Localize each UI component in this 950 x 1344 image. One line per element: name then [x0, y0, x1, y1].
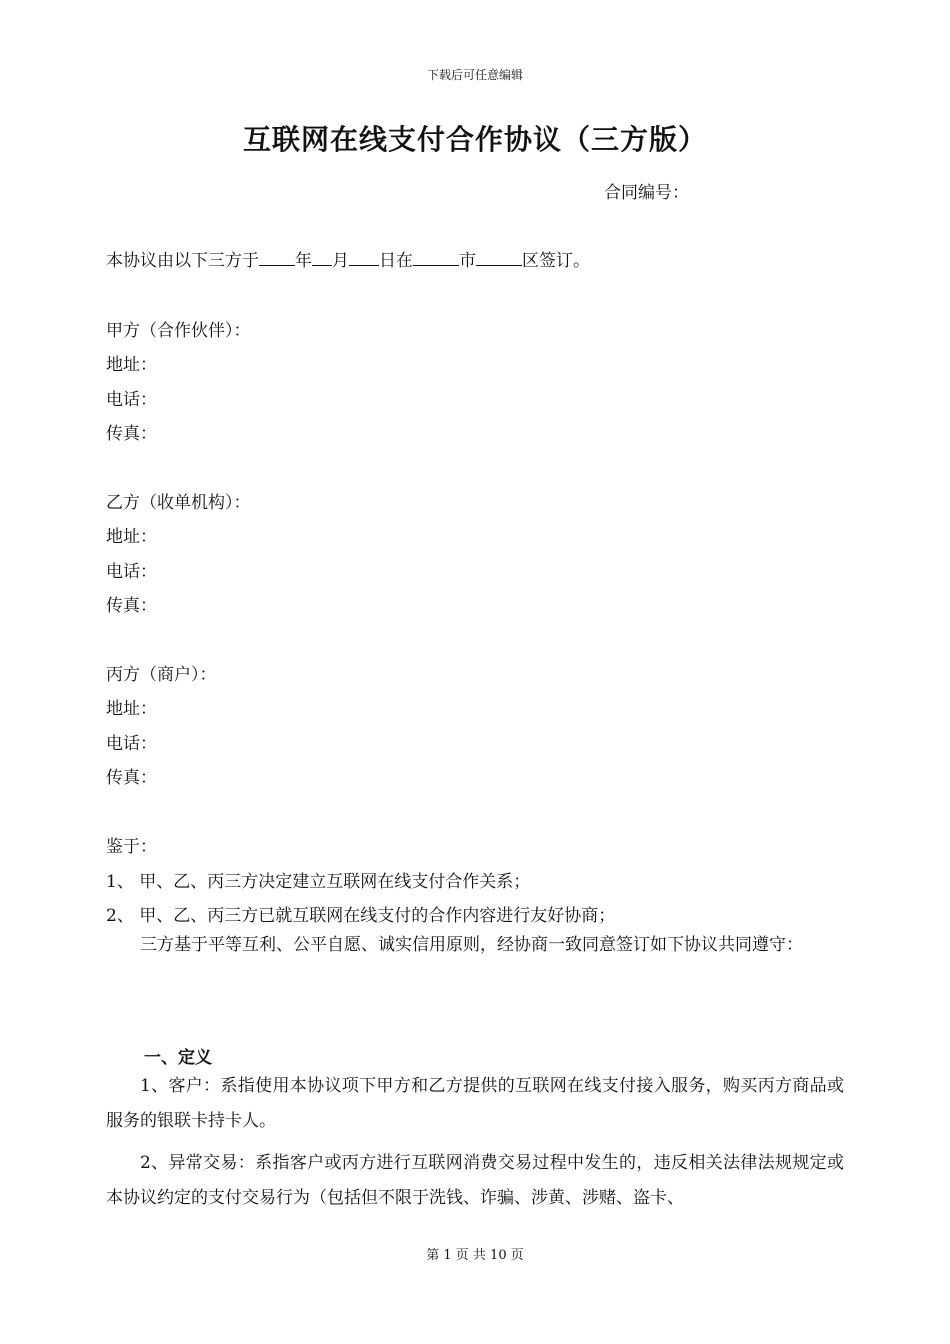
day-blank[interactable]: [349, 251, 379, 266]
city-blank[interactable]: [413, 251, 459, 266]
party-c-phone: 电话：: [106, 734, 157, 754]
agreement-paragraph: 三方基于平等互利、公平自愿、诚实信用原则，经协商一致同意签订如下协议共同遵守：: [140, 935, 803, 955]
party-a-address: 地址：: [106, 355, 157, 375]
header-note: 下载后可任意编辑: [426, 68, 523, 82]
party-a-name: 甲方（合作伙伴）：: [106, 321, 251, 341]
party-c-fax: 传真：: [106, 768, 157, 788]
signing-text-1: 本协议由以下三方于: [106, 251, 259, 271]
signing-text-6: 区签订。: [522, 251, 590, 271]
party-b-address: 地址：: [106, 527, 157, 547]
party-c-address: 地址：: [106, 699, 157, 719]
party-b-phone: 电话：: [106, 562, 157, 582]
whereas-item-1: 1、 甲、乙、丙三方决定建立互联网在线支付合作关系；: [106, 872, 531, 892]
party-a-phone: 电话：: [106, 390, 157, 410]
whereas-item-2: 2、 甲、乙、丙三方已就互联网在线支付的合作内容进行友好协商；: [106, 906, 616, 926]
contract-number-label: 合同编号：: [604, 183, 689, 203]
document-title: 互联网在线支付合作协议（三方版）: [242, 123, 707, 156]
signing-text-2: 年: [295, 251, 312, 271]
district-blank[interactable]: [476, 251, 522, 266]
party-b-fax: 传真：: [106, 596, 157, 616]
party-b-name: 乙方（收单机构）：: [106, 493, 251, 513]
party-c-name: 丙方（商户）：: [106, 665, 217, 685]
year-blank[interactable]: [259, 251, 295, 266]
section-heading-definitions: 一、定义: [144, 1048, 212, 1068]
whereas-label: 鉴于：: [106, 837, 157, 857]
signing-text-4: 日在: [379, 251, 413, 271]
party-a-fax: 传真：: [106, 424, 157, 444]
month-blank[interactable]: [312, 251, 332, 266]
definition-1: 1、客户：系指使用本协议项下甲方和乙方提供的互联网在线支付接入服务，购买丙方商品或服务的银联卡持卡人。: [106, 1076, 844, 1131]
signing-text-5: 市: [459, 251, 476, 271]
page-footer: 第 1 页 共 10 页: [426, 1248, 524, 1263]
signing-line: [106, 246, 590, 271]
definition-2: 2、异常交易：系指客户或丙方进行互联网消费交易过程中发生的，违反相关法律法规规定或本协议约定的支付交易行为（包括但不限于洗钱、诈骗、涉黄、涉赌、盗卡、: [106, 1153, 844, 1208]
signing-text-3: 月: [332, 251, 349, 271]
